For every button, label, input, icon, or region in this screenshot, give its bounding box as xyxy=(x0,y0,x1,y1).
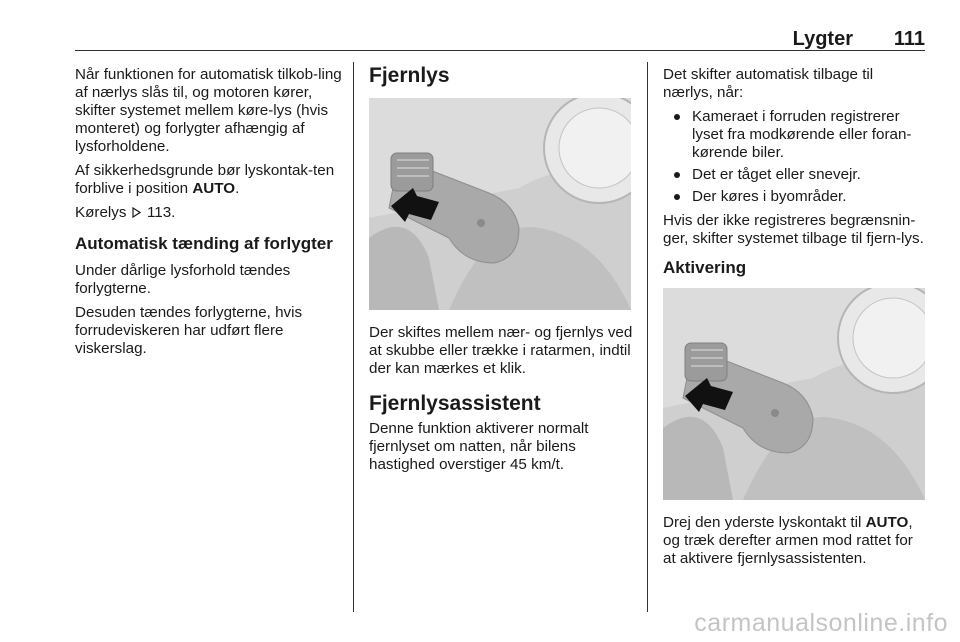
heading-high-beam-assist: Fjernlysassistent xyxy=(369,392,541,415)
column-2 xyxy=(369,64,635,480)
column-separator xyxy=(647,62,648,612)
watermark: carmanualsonline.info xyxy=(694,609,948,637)
list-item xyxy=(663,188,927,206)
list-item xyxy=(663,166,927,184)
list-item-text: Kameraet i forruden registrerer lyset fra modkørende eller foran-kørende biler. xyxy=(692,108,912,161)
text: . xyxy=(235,180,240,197)
paragraph: Det skifter automatisk tilbage til nærlys, når: xyxy=(663,66,874,101)
bullet-icon xyxy=(674,114,680,120)
paragraph xyxy=(663,514,927,568)
paragraph: Desuden tændes forlygterne, hvis forrudeviskeren har udført flere viskerslag. xyxy=(75,304,303,357)
bullet-icon xyxy=(674,172,680,178)
image-caption: Der skiftes mellem nær- og fjernlys ved at skubbe eller trække i ratarmen, indtil der kan mærkes et klik. xyxy=(369,324,633,377)
list-item-text: Der køres i byområder. xyxy=(692,188,847,205)
list-item xyxy=(663,108,927,162)
bullet-icon xyxy=(674,194,680,200)
heading-automatic-headlights: Automatisk tænding af forlygter xyxy=(75,234,333,253)
paragraph: Under dårlige lysforhold tændes forlygterne. xyxy=(75,262,291,297)
text: Af sikkerhedsgrunde bør lyskontak-ten forblive i position xyxy=(75,162,335,197)
paragraph xyxy=(75,204,347,222)
page-number: 111 xyxy=(893,28,925,50)
activation-lever-illustration xyxy=(663,288,925,500)
heading-activation: Aktivering xyxy=(663,258,747,277)
header-rule xyxy=(75,50,925,51)
column-3 xyxy=(663,66,927,574)
high-beam-lever-illustration xyxy=(369,98,631,310)
paragraph: Når funktionen for automatisk tilkob-ling af nærlys slås til, og motoren kører, skifter systemet mellem køre-lys (hvis monteret) og forlygter afhængig af lysforholdene. xyxy=(75,66,342,155)
text: Drej den yderste lyskontakt til xyxy=(663,514,866,531)
column-separator xyxy=(353,62,354,612)
page-reference-arrow-icon xyxy=(131,204,143,222)
paragraph: Hvis der ikke registreres begrænsnin-ger, skifter systemet tilbage til fjern-lys. xyxy=(663,212,924,247)
auto-label: AUTO xyxy=(192,180,236,197)
text: Kørelys xyxy=(75,204,131,221)
conditions-list xyxy=(663,108,927,206)
text: , og træk derefter armen mod rattet for at aktivere fjernlysassistenten. xyxy=(663,514,913,567)
column-1 xyxy=(75,66,347,364)
page-header xyxy=(75,28,925,50)
list-item-text: Det er tåget eller snevejr. xyxy=(692,166,861,183)
page-reference-link[interactable]: 113. xyxy=(146,204,176,221)
section-title: Lygter xyxy=(792,28,853,50)
paragraph xyxy=(75,162,347,198)
paragraph: Denne funktion aktiverer normalt fjernlyset om natten, når bilens hastighed overstiger 45 km/t. xyxy=(369,420,589,473)
auto-label: AUTO xyxy=(865,514,909,531)
heading-high-beam: Fjernlys xyxy=(369,64,450,87)
